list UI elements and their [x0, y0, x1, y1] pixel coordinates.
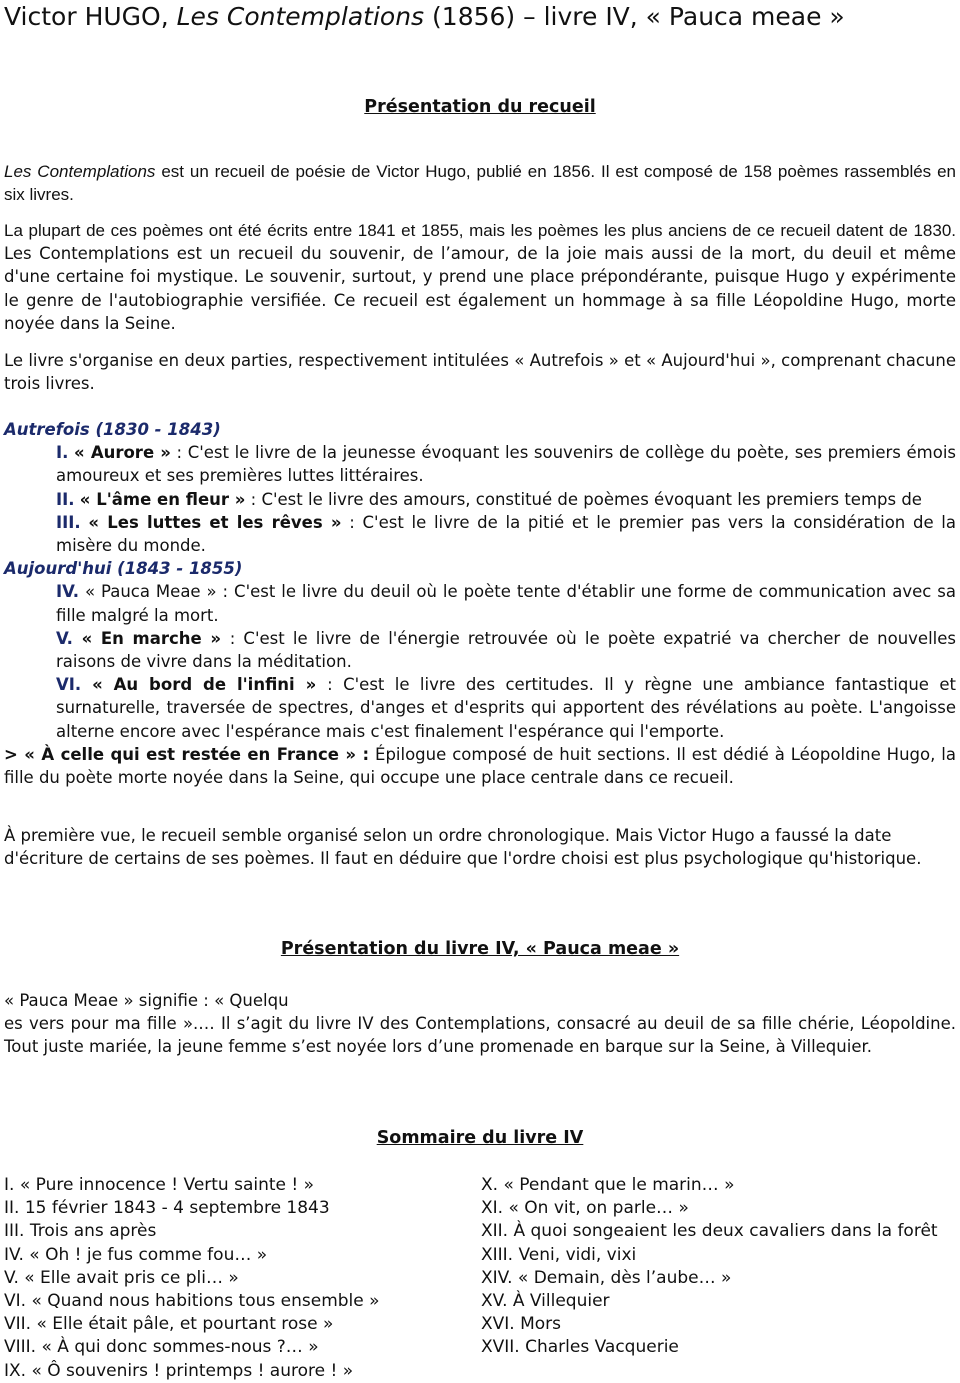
toc-item: XII. À quoi songeaient les deux cavaliers dans la forêt — [481, 1221, 938, 1242]
book-4-title: « Pauca Meae » — [79, 582, 223, 602]
toc-item: XI. « On vit, on parle… » — [481, 1198, 689, 1219]
part-autrefois: Autrefois (1830 - 1843) — [4, 420, 221, 439]
book-3: III. « Les luttes et les rêves » : C'est le livre de la pitié et le premier pas vers la considération de la misère du monde. — [56, 512, 956, 556]
part-aujourdhui: Aujourd'hui (1843 - 1855) — [4, 559, 243, 579]
books-list — [4, 418, 956, 789]
toc-item: II. 15 février 1843 - 4 septembre 1843 — [4, 1198, 330, 1219]
book-6-title: « Au bord de l'infini » — [81, 675, 328, 695]
title-work: Les Contemplations — [176, 2, 425, 31]
toc-item: I. « Pure innocence ! Vertu sainte ! » — [4, 1175, 315, 1195]
toc-item: XV. À Villequier — [481, 1290, 610, 1311]
section-heading-recueil: Présentation du recueil — [364, 97, 596, 117]
composition-themes: Les Contemplations est un recueil du souvenir, de l’amour, de la joie mais aussi de la mort, du deuil et même d'une certaine foi mystique. — [4, 244, 956, 287]
livre-iv-line-1: « Pauca Meae » signifie : « Quelqu — [4, 991, 289, 1010]
toc-item: IX. « Ô souvenirs ! printemps ! aurore ! » — [4, 1360, 354, 1381]
toc-item: V. « Elle avait pris ce pli… » — [4, 1267, 239, 1288]
structure-paragraph: Le livre s'organise en deux parties, respectivement intitulées « Autrefois » et « Aujourd'hui », comprenant chacune trois livres. — [4, 351, 956, 394]
toc-item: XVI. Mors — [481, 1314, 562, 1335]
epilogue: > « À celle qui est restée en France » : Épilogue composé de huit sections. Il est dédié à Léopoldine Hugo, la fille du poète morte noyée dans la Seine, qui occupe une place centrale dans ce recueil. — [4, 744, 956, 788]
intro-work-title: Les Contemplations — [4, 162, 156, 181]
toc-item: VI. « Quand nous habitions tous ensemble » — [4, 1290, 380, 1311]
livre-iv-paragraph — [4, 989, 956, 1059]
composition-paragraph — [4, 219, 956, 335]
toc-item: XVII. Charles Vacquerie — [481, 1337, 679, 1358]
composition-souvenir: Le souvenir, surtout, y prend une place prépondérante, puisque Hugo y expérimente le genre de l'autobiographie versifiée. Ce recueil est également un hommage à sa fille Léopoldine Hugo, morte noyée dans la Seine. — [4, 267, 956, 333]
chronology-paragraph: À première vue, le recueil semble organisé selon un ordre chronologique. Mais Victor Hugo a faussé la date d'écriture de certains de ses poèmes. Il faut en déduire que l'ordre choisi est plus psychologique qu'historique. — [4, 826, 922, 869]
title-author: Victor HUGO, — [4, 2, 169, 31]
book-1-title: « Aurore » — [74, 443, 171, 463]
book-6: VI. « Au bord de l'infini » : C'est le livre des certitudes. Il y règne une ambiance fantastique et surnaturelle, traversée de spectres, d'anges et d'esprits qui apportent des révélations au poète. L'angoisse alterne encore avec l'espérance mais c'est finalement l'espérance qui l'emporte. — [56, 675, 956, 741]
document-title — [4, 2, 845, 31]
toc-item: VII. « Elle était pâle, et pourtant rose » — [4, 1314, 334, 1335]
intro-text: est un recueil de poésie de Victor Hugo, publié en 1856. Il est composé de 158 poèmes rassemblés en six livres. — [4, 162, 956, 205]
title-rest: (1856) – livre IV, « Pauca meae » — [432, 2, 845, 31]
book-2-title: « L'âme en fleur » — [79, 489, 246, 509]
section-heading-livre-iv: Présentation du livre IV, « Pauca meae » — [280, 939, 680, 959]
book-5: V. « En marche » : C'est le livre de l'énergie retrouvée où le poète expatrié va chercher de nouvelles raisons de vivre dans la méditation. — [56, 628, 956, 672]
book-1: I. « Aurore » : C'est le livre de la jeunesse évoquant les souvenirs de collège du poète, ses premiers émois amoureux et ses premières luttes littéraires. — [56, 443, 957, 486]
book-3-title: « Les luttes et les rêves » — [88, 512, 342, 532]
toc-item: X. « Pendant que le marin… » — [481, 1175, 735, 1195]
toc-item: XIII. Veni, vidi, vixi — [481, 1244, 637, 1265]
toc-item: XIV. « Demain, dès l’aube… » — [481, 1267, 732, 1288]
book-2: II. « L'âme en fleur » : C'est le livre des amours, constitué de poèmes évoquant les premiers temps de — [56, 489, 922, 509]
toc-item: III. Trois ans après — [4, 1221, 157, 1242]
livre-iv-text: es vers pour ma fille ».… Il s’agit du livre IV des Contemplations, consacré au deuil de sa fille chérie, Léopoldine. Tout juste mariée, la jeune femme s’est noyée lors d’une promenade en barque sur la Seine, à Villequier. — [4, 1014, 956, 1057]
book-4: IV. « Pauca Meae » : C'est le livre du deuil où le poète tente d'établir une forme de communication avec sa fille malgré la mort. — [56, 582, 956, 625]
toc-item: VIII. « À qui donc sommes-nous ?… » — [4, 1337, 319, 1358]
section-heading-sommaire: Sommaire du livre IV — [376, 1128, 584, 1148]
toc-left-column — [4, 1174, 380, 1383]
toc-item: IV. « Oh ! je fus comme fou… » — [4, 1244, 268, 1265]
epilogue-title: > « À celle qui est restée en France » : — [4, 744, 370, 764]
composition-dates: La plupart de ces poèmes ont été écrits entre 1841 et 1855, mais les poèmes les plus anciens de ce recueil datent de 1830. — [4, 221, 956, 240]
book-5-title: « En marche » — [72, 628, 230, 648]
intro-paragraph — [4, 160, 956, 206]
toc-right-column — [481, 1174, 938, 1360]
